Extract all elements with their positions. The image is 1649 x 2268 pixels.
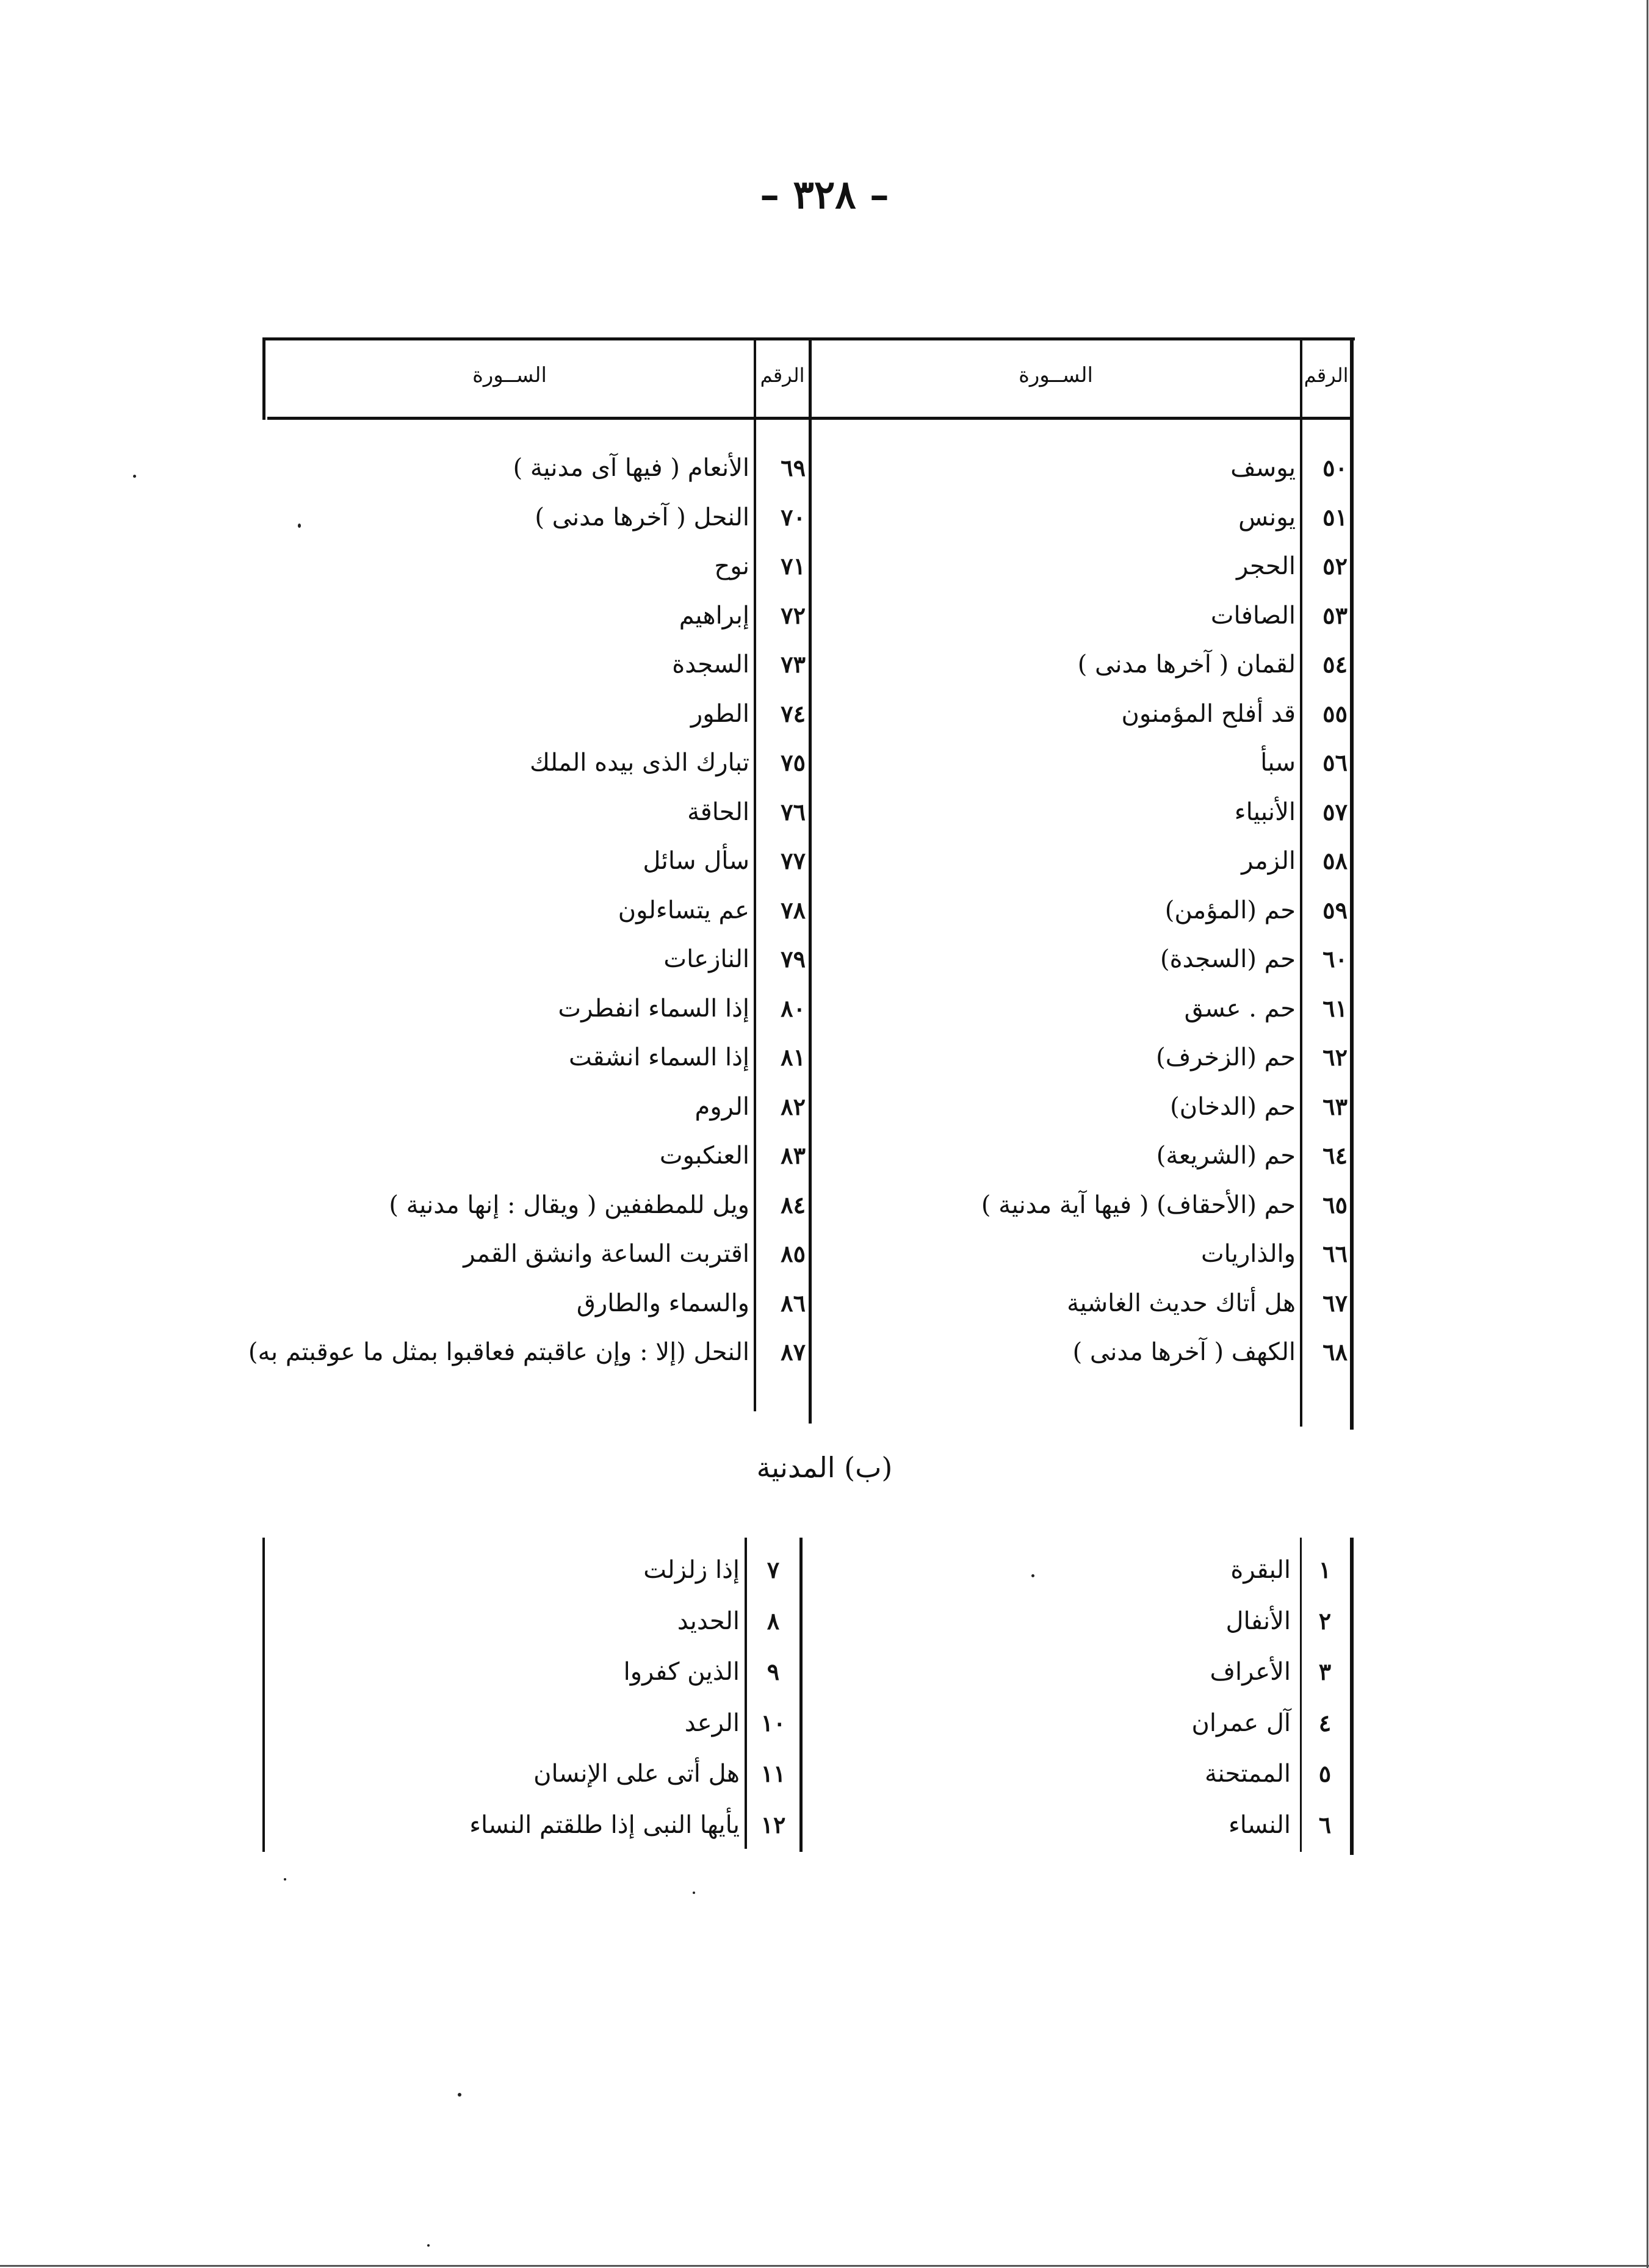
surah-name: آل عمران	[1191, 1708, 1291, 1737]
surah-name: سبأ	[1260, 749, 1296, 777]
table-row	[262, 788, 1355, 836]
surah-number: ٧	[767, 1556, 780, 1583]
surah-name: حم (الزخرف)	[1156, 1043, 1296, 1071]
surah-number: ١١	[760, 1760, 786, 1787]
surah-name: الرعد	[684, 1708, 740, 1737]
surah-number: ٨٣	[781, 1142, 806, 1169]
surah-number: ٦	[1318, 1810, 1332, 1838]
surah-name: الأنبياء	[1234, 797, 1296, 826]
surah-name: البقرة	[1230, 1556, 1291, 1584]
surah-number: ٧٤	[781, 699, 806, 727]
scan-speck	[693, 1892, 695, 1894]
surah-name: إذا السماء انفطرت	[558, 994, 749, 1023]
surah-number: ٧٧	[781, 847, 806, 874]
surah-number: ٧٠	[781, 503, 806, 531]
surah-name: الروم	[695, 1092, 749, 1121]
scan-speck	[458, 2093, 461, 2097]
surah-name: سأل سائل	[643, 847, 749, 875]
surah-name: والذاريات	[1200, 1240, 1296, 1268]
surah-number: ٥	[1318, 1760, 1332, 1787]
surah-number: ٧٨	[781, 896, 806, 924]
surah-name: الحجر	[1236, 552, 1296, 580]
surah-number: ٥٤	[1322, 650, 1348, 678]
surah-number: ٨١	[781, 1043, 806, 1071]
surah-number: ٨٤	[781, 1190, 806, 1219]
surah-number: ٧٦	[781, 797, 806, 826]
surah-number: ٨٧	[781, 1338, 806, 1366]
surah-name: ويل للمطففين ( ويقال : إنها مدنية )	[389, 1190, 749, 1219]
table-row	[262, 690, 1355, 738]
surah-number: ١٢	[760, 1810, 786, 1838]
table-row	[262, 641, 1355, 688]
table-row	[262, 1034, 1355, 1081]
surah-name: حم . عسق	[1184, 994, 1296, 1023]
surah-number: ٦٤	[1322, 1142, 1348, 1169]
surah-number: ٦٥	[1322, 1190, 1348, 1219]
scan-speck	[298, 524, 301, 528]
table-row	[262, 739, 1355, 787]
surah-name: الأعراف	[1210, 1658, 1291, 1686]
surah-name: تبارك الذى بيده الملك	[530, 749, 749, 777]
surah-number: ٤	[1318, 1708, 1332, 1737]
surah-name: لقمان ( آخرها مدنى )	[1077, 650, 1296, 679]
surah-number: ٦٩	[781, 454, 806, 481]
surah-number: ٥٥	[1322, 699, 1348, 727]
scan-speck	[427, 2244, 430, 2247]
table-row	[262, 1749, 1355, 1799]
surah-name: اقتربت الساعة وانشق القمر	[463, 1240, 749, 1268]
table-row	[262, 494, 1355, 541]
surah-number: ٣	[1318, 1658, 1332, 1685]
scan-right-edge	[1647, 0, 1648, 2268]
surah-name: نوح	[714, 552, 749, 580]
surah-number: ٨٠	[781, 994, 806, 1022]
table-row	[262, 1083, 1355, 1131]
table-row	[262, 985, 1355, 1032]
table-row	[262, 542, 1355, 590]
surah-name: هل أتى على الإنسان	[533, 1760, 740, 1788]
surah-name: الكهف ( آخرها مدنى )	[1072, 1338, 1296, 1366]
table-row	[262, 1545, 1355, 1595]
table-row	[262, 1132, 1355, 1179]
surah-number: ٥٣	[1322, 601, 1348, 629]
surah-number: ٥٦	[1322, 749, 1348, 776]
table-row	[262, 1230, 1355, 1278]
table-row	[262, 1698, 1355, 1748]
table-row	[262, 592, 1355, 639]
surah-number: ٧٩	[781, 945, 806, 973]
surah-name: النساء	[1228, 1810, 1291, 1839]
surah-number: ٦٠	[1322, 945, 1348, 973]
table-row	[262, 1181, 1355, 1229]
surah-name: الطور	[690, 699, 749, 728]
surah-number: ٥٧	[1322, 797, 1348, 826]
scan-speck	[284, 1878, 286, 1881]
surah-number: ٥١	[1322, 503, 1348, 531]
surah-name: الحاقة	[687, 797, 749, 826]
surah-name: إذا زلزلت	[643, 1556, 740, 1584]
meccan-surah-table	[248, 337, 1355, 1430]
surah-number: ٨	[767, 1607, 780, 1635]
surah-name: يأيها النبى إذا طلقتم النساء	[469, 1810, 740, 1839]
surah-name: هل أتاك حديث الغاشية	[1067, 1289, 1296, 1317]
surah-name: الأنعام ( فيها آى مدنية )	[513, 454, 749, 482]
surah-name: الزمر	[1241, 847, 1296, 875]
surah-name: الممتحنة	[1205, 1760, 1291, 1788]
surah-name: النازعات	[663, 945, 749, 973]
surah-number: ٥٠	[1322, 454, 1348, 481]
table-row	[262, 1647, 1355, 1697]
surah-number: ٨٥	[781, 1240, 806, 1267]
surah-number: ٧٢	[781, 601, 806, 629]
table-row	[262, 444, 1355, 492]
surah-name: النحل (إلا : وإن عاقبتم فعاقبوا بمثل ما عوقبتم به)	[248, 1338, 749, 1366]
surah-number: ٦٢	[1322, 1043, 1348, 1071]
scan-speck	[133, 475, 136, 478]
surah-number: ٩	[767, 1658, 780, 1685]
table-row	[248, 1328, 1355, 1376]
scan-speck	[1031, 1574, 1034, 1577]
surah-name: يوسف	[1230, 454, 1296, 482]
surah-name: الحديد	[677, 1607, 740, 1635]
surah-name: العنكبوت	[659, 1142, 749, 1170]
surah-name: حم (الشريعة)	[1156, 1142, 1296, 1170]
table-row	[262, 1596, 1355, 1646]
surah-number: ٢	[1318, 1607, 1332, 1635]
scan-bottom-edge	[0, 2265, 1649, 2267]
surah-number: ٦٣	[1322, 1092, 1348, 1120]
surah-name: حم (الدخان)	[1170, 1092, 1296, 1121]
table-row	[262, 1800, 1355, 1850]
surah-number: ٥٢	[1322, 552, 1348, 580]
surah-number: ٧١	[781, 552, 806, 580]
surah-name: الذين كفروا	[623, 1658, 740, 1686]
surah-name: حم (الأحقاف) ( فيها آية مدنية )	[981, 1190, 1296, 1219]
table-row	[262, 1280, 1355, 1327]
table-row	[262, 887, 1355, 934]
surah-name: حم (السجدة)	[1160, 945, 1296, 973]
table-row	[262, 837, 1355, 885]
surah-number: ٦١	[1322, 994, 1348, 1022]
surah-name: السجدة	[672, 650, 749, 679]
surah-name: الصافات	[1210, 601, 1296, 630]
surah-number: ٦٨	[1322, 1338, 1348, 1366]
surah-number: ١	[1318, 1556, 1332, 1583]
surah-name: والسماء والطارق	[576, 1289, 749, 1317]
surah-number: ٥٩	[1322, 896, 1348, 924]
header-left-surah: الســورة	[472, 363, 547, 387]
surah-number: ٨٦	[781, 1289, 806, 1317]
surah-name: النحل ( آخرها مدنى )	[535, 503, 749, 531]
surah-number: ٥٨	[1322, 847, 1348, 874]
section-b-title: (ب) المدنية	[756, 1451, 893, 1484]
surah-name: إذا السماء انشقت	[568, 1043, 749, 1071]
surah-name: الأنفال	[1225, 1607, 1291, 1635]
header-right-number: الرقم	[1304, 364, 1349, 387]
surah-name: قد أفلح المؤمنون	[1121, 699, 1296, 728]
header-right-surah: الســورة	[1019, 363, 1093, 387]
surah-number: ٧٣	[781, 650, 806, 678]
surah-number: ٧٥	[781, 749, 806, 776]
medinan-surah-table	[262, 1538, 1355, 1855]
surah-name: إبراهيم	[679, 601, 749, 630]
surah-name: يونس	[1238, 503, 1296, 531]
surah-number: ٨٢	[781, 1092, 806, 1120]
page-number: – ٣٢٨ –	[760, 172, 889, 218]
table-row	[262, 935, 1355, 983]
surah-number: ١٠	[760, 1708, 786, 1737]
surah-number: ٦٦	[1322, 1240, 1348, 1267]
header-left-number: الرقم	[760, 364, 805, 387]
surah-name: عم يتساءلون	[618, 896, 749, 924]
surah-name: حم (المؤمن)	[1164, 896, 1296, 924]
surah-number: ٦٧	[1322, 1289, 1348, 1317]
